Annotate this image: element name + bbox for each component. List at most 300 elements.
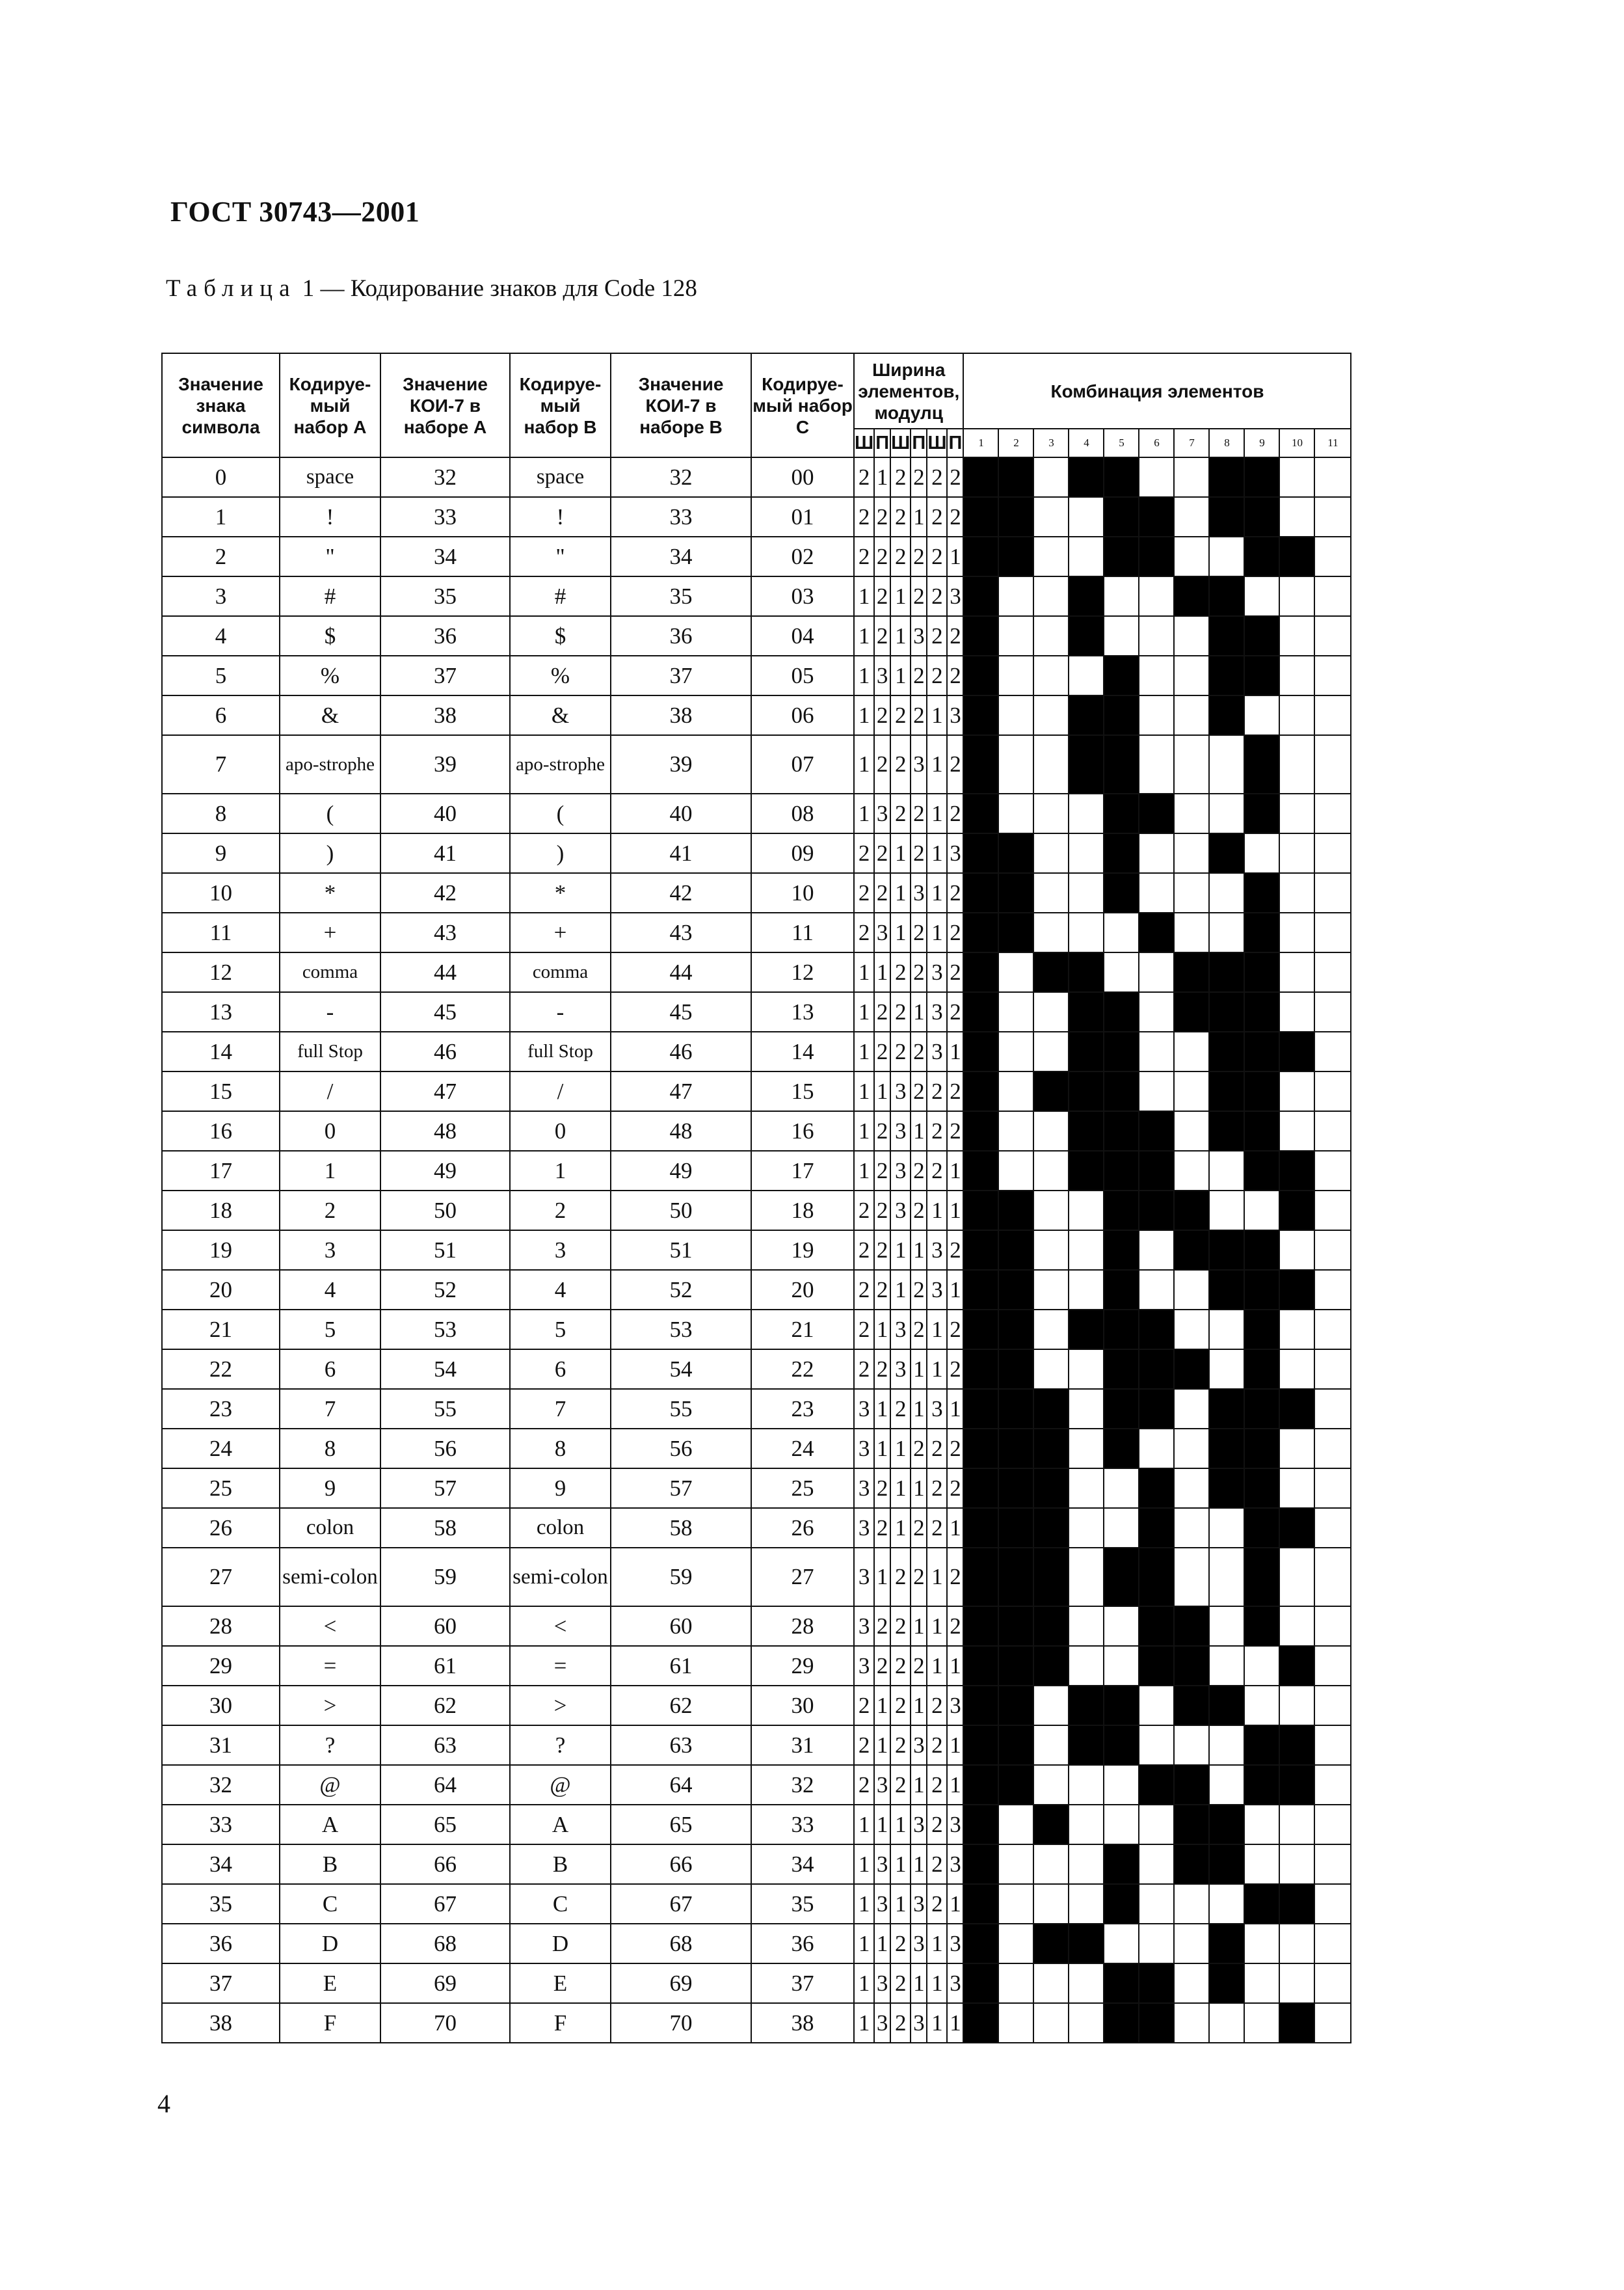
cell-width: 3	[874, 1765, 890, 1805]
module-bar	[963, 1151, 998, 1191]
module-space	[1174, 1429, 1209, 1468]
cell-width: 2	[854, 913, 874, 952]
cell-set-c: 34	[751, 1844, 854, 1884]
cell-width: 1	[874, 1429, 890, 1468]
cell-set-c: 19	[751, 1230, 854, 1270]
module-space	[1314, 576, 1351, 616]
module-space	[1104, 576, 1139, 616]
module-bar	[1209, 992, 1244, 1032]
module-bar	[963, 1310, 998, 1349]
module-space	[1314, 1924, 1351, 1963]
cell-width: 1	[854, 735, 874, 794]
module-bar	[1209, 833, 1244, 873]
cell-width: 2	[911, 1548, 927, 1606]
cell-set-b: +	[510, 913, 611, 952]
module-space	[1104, 1765, 1139, 1805]
cell-koi-a: 68	[380, 1924, 510, 1963]
cell-set-a: =	[280, 1646, 380, 1686]
cell-width: 1	[890, 1844, 911, 1884]
module-space	[1069, 1548, 1104, 1606]
cell-value: 14	[162, 1032, 280, 1071]
cell-width: 3	[874, 794, 890, 833]
document-header: ГОСТ 30743—2001	[170, 196, 420, 228]
cell-width: 1	[890, 576, 911, 616]
module-space	[998, 1884, 1033, 1924]
module-space	[1279, 735, 1314, 794]
cell-koi-b: 45	[611, 992, 751, 1032]
cell-value: 26	[162, 1508, 280, 1548]
cell-width: 2	[947, 913, 963, 952]
module-space	[1209, 794, 1244, 833]
module-bar	[963, 873, 998, 913]
cell-koi-b: 39	[611, 735, 751, 794]
cell-width: 1	[927, 1646, 947, 1686]
module-bar	[1244, 873, 1279, 913]
cell-width: 1	[911, 1963, 927, 2003]
module-bar	[1244, 1468, 1279, 1508]
cell-width: 2	[947, 1349, 963, 1389]
table-caption-label: Таблица	[166, 275, 297, 302]
module-bar	[1279, 537, 1314, 576]
module-space	[1279, 497, 1314, 537]
module-space	[1314, 1389, 1351, 1429]
module-space	[1139, 1924, 1174, 1963]
cell-width: 2	[890, 1646, 911, 1686]
cell-set-b: &	[510, 695, 611, 735]
module-space	[1069, 656, 1104, 695]
cell-width: 2	[947, 457, 963, 497]
cell-width: 2	[854, 833, 874, 873]
module-bar	[1104, 1310, 1139, 1349]
module-space	[1314, 616, 1351, 656]
module-space	[1069, 1508, 1104, 1548]
cell-width: 3	[911, 1805, 927, 1844]
module-space	[1209, 1606, 1244, 1646]
table-row	[162, 1429, 1351, 1468]
cell-set-c: 04	[751, 616, 854, 656]
module-space	[1209, 1349, 1244, 1389]
table-row	[162, 537, 1351, 576]
cell-value: 5	[162, 656, 280, 695]
module-bar	[963, 695, 998, 735]
cell-width: 3	[854, 1389, 874, 1429]
module-space	[1069, 1270, 1104, 1310]
module-space	[1279, 1548, 1314, 1606]
module-bar	[998, 1508, 1033, 1548]
module-space	[1033, 1151, 1069, 1191]
cell-koi-b: 48	[611, 1111, 751, 1151]
cell-koi-b: 62	[611, 1686, 751, 1725]
cell-width: 2	[874, 992, 890, 1032]
cell-width: 2	[927, 537, 947, 576]
cell-width: 3	[947, 576, 963, 616]
module-number: 11	[1314, 429, 1351, 457]
cell-width: 2	[947, 1230, 963, 1270]
cell-set-b: semi-colon	[510, 1548, 611, 1606]
cell-set-a: 5	[280, 1310, 380, 1349]
module-bar	[1244, 1725, 1279, 1765]
module-space	[1069, 1230, 1104, 1270]
module-space	[1139, 1429, 1174, 1468]
module-bar	[1139, 794, 1174, 833]
cell-set-c: 20	[751, 1270, 854, 1310]
cell-set-a: 4	[280, 1270, 380, 1310]
table-row	[162, 952, 1351, 992]
cell-width: 1	[927, 1191, 947, 1230]
table-row	[162, 735, 1351, 794]
cell-width: 1	[874, 952, 890, 992]
cell-width: 3	[874, 913, 890, 952]
module-bar	[998, 1646, 1033, 1686]
cell-koi-a: 62	[380, 1686, 510, 1725]
cell-value: 19	[162, 1230, 280, 1270]
module-space	[1069, 913, 1104, 952]
table-row	[162, 1191, 1351, 1230]
cell-set-c: 18	[751, 1191, 854, 1230]
cell-width: 1	[927, 833, 947, 873]
module-bar	[1279, 1765, 1314, 1805]
cell-set-a: E	[280, 1963, 380, 2003]
cell-width: 2	[874, 1191, 890, 1230]
cell-value: 34	[162, 1844, 280, 1884]
cell-width: 2	[890, 1548, 911, 1606]
cell-set-b: space	[510, 457, 611, 497]
module-space	[1033, 1310, 1069, 1349]
module-space	[1279, 1468, 1314, 1508]
cell-width: 2	[890, 735, 911, 794]
cell-set-b: )	[510, 833, 611, 873]
module-bar	[1069, 695, 1104, 735]
cell-width: 2	[854, 497, 874, 537]
cell-width: 2	[927, 576, 947, 616]
cell-width: 1	[854, 1924, 874, 1963]
cell-set-c: 10	[751, 873, 854, 913]
cell-width: 1	[890, 1884, 911, 1924]
cell-width: 2	[927, 457, 947, 497]
module-space	[1069, 873, 1104, 913]
module-space	[1069, 1844, 1104, 1884]
module-bar	[963, 952, 998, 992]
module-space	[1069, 1389, 1104, 1429]
module-space	[1174, 1111, 1209, 1151]
cell-width: 2	[947, 497, 963, 537]
cell-set-b: @	[510, 1765, 611, 1805]
cell-set-c: 24	[751, 1429, 854, 1468]
module-space	[1279, 1844, 1314, 1884]
cell-koi-a: 44	[380, 952, 510, 992]
cell-set-b: -	[510, 992, 611, 1032]
cell-width: 2	[874, 695, 890, 735]
module-bar	[1209, 1111, 1244, 1151]
module-bar	[1104, 1963, 1139, 2003]
module-number: 1	[963, 429, 998, 457]
module-space	[1139, 1844, 1174, 1884]
cell-set-a: #	[280, 576, 380, 616]
module-bar	[1139, 1111, 1174, 1151]
module-space	[1209, 735, 1244, 794]
module-space	[1209, 1765, 1244, 1805]
module-space	[998, 1963, 1033, 2003]
cell-width: 2	[874, 1349, 890, 1389]
module-space	[1244, 1686, 1279, 1725]
cell-set-c: 15	[751, 1071, 854, 1111]
cell-width: 2	[927, 1686, 947, 1725]
cell-koi-a: 43	[380, 913, 510, 952]
module-space	[1174, 1884, 1209, 1924]
cell-set-b: 1	[510, 1151, 611, 1191]
module-space	[1033, 913, 1069, 952]
module-space	[1314, 1429, 1351, 1468]
module-bar	[963, 2003, 998, 2043]
module-space	[1244, 1805, 1279, 1844]
table-row	[162, 457, 1351, 497]
module-bar	[963, 1646, 998, 1686]
cell-set-c: 23	[751, 1389, 854, 1429]
module-space	[1174, 1468, 1209, 1508]
cell-width: 3	[947, 1924, 963, 1963]
cell-set-a: -	[280, 992, 380, 1032]
module-bar	[963, 1844, 998, 1884]
cell-width: 1	[911, 1765, 927, 1805]
module-space	[1279, 992, 1314, 1032]
module-space	[1314, 656, 1351, 695]
cell-width: 2	[874, 1606, 890, 1646]
cell-width: 2	[911, 576, 927, 616]
cell-width: 2	[854, 1191, 874, 1230]
cell-width: 1	[854, 1111, 874, 1151]
module-space	[1139, 616, 1174, 656]
module-bar	[1244, 457, 1279, 497]
module-space	[1209, 537, 1244, 576]
module-bar	[1244, 1270, 1279, 1310]
cell-width: 1	[854, 992, 874, 1032]
module-bar	[1139, 1191, 1174, 1230]
cell-set-a: )	[280, 833, 380, 873]
module-space	[1279, 1429, 1314, 1468]
cell-set-b: comma	[510, 952, 611, 992]
cell-koi-a: 45	[380, 992, 510, 1032]
module-bar	[1244, 497, 1279, 537]
module-bar	[1209, 1270, 1244, 1310]
module-bar	[1104, 1111, 1139, 1151]
module-bar	[1209, 1071, 1244, 1111]
cell-set-c: 22	[751, 1349, 854, 1389]
cell-koi-a: 39	[380, 735, 510, 794]
cell-width: 3	[890, 1071, 911, 1111]
cell-koi-a: 65	[380, 1805, 510, 1844]
module-space	[998, 656, 1033, 695]
cell-width: 2	[947, 1429, 963, 1468]
module-number: 2	[998, 429, 1033, 457]
module-space	[1209, 1310, 1244, 1349]
module-space	[1139, 1230, 1174, 1270]
cell-width: 1	[890, 1805, 911, 1844]
cell-value: 11	[162, 913, 280, 952]
module-bar	[1069, 1032, 1104, 1071]
module-space	[1139, 1071, 1174, 1111]
module-space	[1033, 992, 1069, 1032]
cell-width: 2	[947, 1071, 963, 1111]
cell-koi-b: 34	[611, 537, 751, 576]
module-space	[1033, 1032, 1069, 1071]
cell-set-b: 2	[510, 1191, 611, 1230]
cell-width: 1	[854, 2003, 874, 2043]
cell-width: 3	[911, 2003, 927, 2043]
cell-koi-b: 66	[611, 1844, 751, 1884]
cell-width: 1	[854, 952, 874, 992]
module-space	[1139, 695, 1174, 735]
cell-value: 35	[162, 1884, 280, 1924]
cell-width: 2	[927, 1071, 947, 1111]
module-space	[1033, 1884, 1069, 1924]
cell-set-a: B	[280, 1844, 380, 1884]
cell-width: 1	[874, 1686, 890, 1725]
module-space	[1244, 1963, 1279, 2003]
module-space	[1279, 1230, 1314, 1270]
module-bar	[998, 1270, 1033, 1310]
module-bar	[1174, 1805, 1209, 1844]
module-bar	[1139, 1606, 1174, 1646]
module-space	[1174, 1725, 1209, 1765]
cell-set-a: 0	[280, 1111, 380, 1151]
cell-koi-a: 51	[380, 1230, 510, 1270]
cell-width: 2	[911, 1032, 927, 1071]
module-space	[1314, 1151, 1351, 1191]
module-space	[1314, 833, 1351, 873]
module-space	[998, 576, 1033, 616]
cell-set-a: C	[280, 1884, 380, 1924]
cell-koi-a: 57	[380, 1468, 510, 1508]
module-space	[1033, 497, 1069, 537]
cell-width: 2	[890, 1725, 911, 1765]
cell-koi-b: 42	[611, 873, 751, 913]
module-bar	[998, 1765, 1033, 1805]
cell-value: 37	[162, 1963, 280, 2003]
cell-set-b: D	[510, 1924, 611, 1963]
cell-width: 1	[890, 1508, 911, 1548]
module-bar	[1244, 1310, 1279, 1349]
module-space	[1279, 952, 1314, 992]
module-space	[1279, 616, 1314, 656]
cell-koi-b: 51	[611, 1230, 751, 1270]
cell-value: 22	[162, 1349, 280, 1389]
module-space	[1139, 1686, 1174, 1725]
cell-set-b: F	[510, 2003, 611, 2043]
cell-set-b: colon	[510, 1508, 611, 1548]
cell-koi-a: 38	[380, 695, 510, 735]
module-space	[1314, 2003, 1351, 2043]
cell-width: 1	[947, 1032, 963, 1071]
cell-koi-b: 33	[611, 497, 751, 537]
cell-width: 1	[890, 873, 911, 913]
module-space	[1174, 2003, 1209, 2043]
module-space	[1139, 873, 1174, 913]
width-label: Ш	[890, 429, 911, 457]
cell-set-a: 3	[280, 1230, 380, 1270]
cell-value: 18	[162, 1191, 280, 1230]
cell-width: 2	[854, 1349, 874, 1389]
module-space	[1244, 1646, 1279, 1686]
module-space	[1033, 1349, 1069, 1389]
module-space	[1069, 1646, 1104, 1686]
cell-set-b: full Stop	[510, 1032, 611, 1071]
cell-set-a: $	[280, 616, 380, 656]
cell-koi-a: 47	[380, 1071, 510, 1111]
module-bar	[998, 537, 1033, 576]
module-space	[1174, 1310, 1209, 1349]
cell-koi-a: 36	[380, 616, 510, 656]
module-space	[1209, 1548, 1244, 1606]
module-bar	[963, 457, 998, 497]
cell-width: 1	[927, 1548, 947, 1606]
cell-width: 3	[927, 1032, 947, 1071]
module-bar	[1244, 1071, 1279, 1111]
module-space	[1314, 1191, 1351, 1230]
module-space	[1069, 1765, 1104, 1805]
module-space	[1279, 833, 1314, 873]
module-bar	[1104, 992, 1139, 1032]
cell-koi-b: 55	[611, 1389, 751, 1429]
cell-set-a: F	[280, 2003, 380, 2043]
cell-set-b: "	[510, 537, 611, 576]
module-space	[1174, 457, 1209, 497]
table-row	[162, 1924, 1351, 1963]
module-bar	[1279, 1884, 1314, 1924]
cell-set-c: 31	[751, 1725, 854, 1765]
cell-value: 33	[162, 1805, 280, 1844]
cell-koi-b: 37	[611, 656, 751, 695]
module-bar	[1279, 1725, 1314, 1765]
cell-width: 2	[890, 1606, 911, 1646]
module-bar	[1069, 1111, 1104, 1151]
cell-value: 25	[162, 1468, 280, 1508]
cell-width: 2	[927, 1151, 947, 1191]
cell-width: 1	[854, 1963, 874, 2003]
table-row	[162, 1805, 1351, 1844]
cell-width: 1	[927, 1963, 947, 2003]
cell-koi-b: 64	[611, 1765, 751, 1805]
cell-set-c: 14	[751, 1032, 854, 1071]
module-space	[998, 992, 1033, 1032]
module-bar	[1244, 1111, 1279, 1151]
cell-width: 2	[874, 833, 890, 873]
module-space	[1104, 1606, 1139, 1646]
cell-width: 3	[854, 1508, 874, 1548]
cell-width: 2	[874, 1032, 890, 1071]
module-bar	[998, 913, 1033, 952]
module-bar	[1069, 616, 1104, 656]
module-bar	[1209, 1429, 1244, 1468]
cell-koi-b: 67	[611, 1884, 751, 1924]
module-space	[998, 2003, 1033, 2043]
table-row	[162, 833, 1351, 873]
cell-value: 4	[162, 616, 280, 656]
table-row	[162, 1844, 1351, 1884]
module-space	[1279, 1111, 1314, 1151]
module-bar	[1209, 1686, 1244, 1725]
cell-width: 3	[874, 1884, 890, 1924]
module-space	[1139, 735, 1174, 794]
module-space	[1314, 1805, 1351, 1844]
module-space	[998, 1151, 1033, 1191]
cell-koi-a: 41	[380, 833, 510, 873]
module-bar	[1209, 497, 1244, 537]
cell-set-c: 07	[751, 735, 854, 794]
cell-koi-a: 48	[380, 1111, 510, 1151]
table-row	[162, 1310, 1351, 1349]
module-space	[1314, 873, 1351, 913]
module-space	[1069, 1884, 1104, 1924]
